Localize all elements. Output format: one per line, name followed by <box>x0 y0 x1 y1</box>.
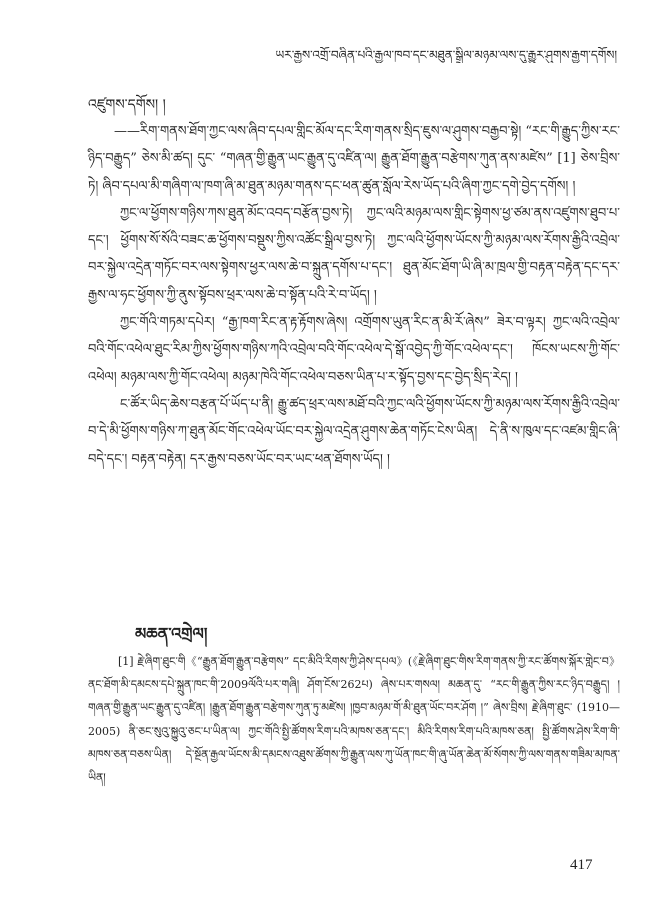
opening-line: འཛུགས་དགོས། ། <box>88 97 166 113</box>
footnote-marker: [1] <box>118 655 134 668</box>
body-paragraph: ཀྱང་གོའི་གཏམ་དཔེར། “རྒྱ་ཁག་རིང་ན་རྟ་རྟོགས་ཞེས། འགྲོགས་ཡུན་རིང་ན་མི་རོ་ཞེས” ཟེར་བ་ལྟར། ཀྱང་ལའི་འབྲེལ་བའི་གོང་འཕེལ་ཐུང་རིམ་ཀྱིས་ཕྱོགས་གཉིས་ཀའི་འབྲེལ་བའི་གོང་འཕེལ་དེ་སྒོ་འབྱེད་ཀྱི་གོང་འཕེལ་དང་། ཁོངས་ཡངས་ཀྱི་གོང་འཕེལ། མཉམ་ལས་ཀྱི་གོང་འཕེལ། མཉམ་ཁེའི་གོང་འཕེལ་བཅས་ཡིན་པ་ར་སྟོད་བྱས་དང་བྱེད་སྲིད་རེད། ། <box>88 315 620 385</box>
footnote-text: རྗེ་ཞིག་ཐུང་གི《“རྒྱུན་ཐོག་རྒྱུན་བརྩེགས” དང་མིའི་རིགས་ཀྱི་ཤེས་དཔལ》(《རྗེ་ཞིག་ཐུང་གིས་རིག་གནས་ཀྱི་རང་ཚོགས་སྐོར་གླེང་བ》ནང་ཐོག་མི་དམངས་དཔེ་སྐྲུན་ཁང་གི་2009ལོའི་པར་གཞི། ཤོག་ངོས་262པ) ཞེས་པར་གསལ། མཆན་དུ་ “རང་གི་རྒྱུན་ཀྱིས་རང་ཉིད་བརྒྱུད། །གཞན་གྱི་རྒྱུན་ཡང་རྒྱུན་དུ་འཛིན། །རྒྱུན་ཐོག་རྒྱུན་བརྩེགས་ཀུན་ཏུ་མཛེས། །ཁྱབ་མཉམ་གོ་མི་ཐུན་ཡོང་བར་ཤོག །” ཞེས་བྲིས། རྗེ་ཞིག་ཐུང་ (1910—2005) ནི་ཅང་སུའུ་སྐྱུའུ་ཅང་པ་ཡིན་ལ། ཀྱང་གོའི་སྤྱི་ཚོགས་རིག་པའི་མཁས་ཅན་དང་། མིའི་རིགས་རིག་པའི་མཁས་ཅན། སྤྱི་ཚོགས་ཤེས་རིག་གི་མཁས་ཅན་བཅས་ཡིན། དེ་སྔོན་རྒྱལ་ཡོངས་མི་དམངས་འཐུས་ཚོགས་ཀྱི་རྒྱུན་ལས་ཀུ་ཡོན་ཁང་གི་ཞུ་ཡོན་ཆེན་མོ་སོགས་ཀྱི་ལས་གནས་གཟིམ་མཁན་ཡིན། <box>88 655 620 785</box>
page-number: 417 <box>570 857 593 873</box>
running-header: ཡར་རྒྱས་འགྲོ་བཞིན་པའི་རྒྱལ་ཁབ་དང་མཐུན་སྒྲིལ་མཉམ་ལས་དུ་རྒྱུར་ཤུགས་རྒྱག་དགོས། <box>275 48 617 62</box>
body-paragraph: ང་ཚོར་ཡིད་ཆེས་བརྩན་པོ་ཡོད་པ་ནི། རྒྱུ་ཚད་ཕྲར་ལས་མཐོ་བའི་ཀྱང་ལའི་ཕྱོགས་ཡོངས་ཀྱི་མཉམ་ལས་རོགས་རྒྱིའི་འབྲེལ་བ་དེ་མི་ཕྱོགས་གཉིས་ཀ་ཐུན་མོང་གོང་འཕེལ་ཡོང་བར་སྐྱེལ་འདྲེན་ཤུགས་ཆེན་གཏོང་ངེས་ཡིན། དེ་ནི་ས་ཁུལ་དང་འཛམ་གླིང་ཞི་བདེ་དང་། བརྟན་བརྟེན། དར་རྒྱས་བཅས་ཡོང་བར་ཡང་ཕན་ཐོགས་ཡོད། ། <box>88 396 620 467</box>
footnotes <box>88 650 620 789</box>
paragraph-text: ——རིག་གནས་ཐོག་ཀྱང་ལས་ཞིབ་དཔལ་གླིང་མོལ་དང་རིག་གནས་སྲིད་ཇུས་ལ་ཤུགས་བརྒྱབ་སྟེ། “རང་གི་རྒྱུད་ཀྱིས་རང་ཉིད་བརྒྱུད” ཅེས་མི་ཚད། དུང་ “གཞན་གྱི་རྒྱུན་ཡང་རྒྱུན་དུ་འཛིན་ལ། རྒྱུན་ཐོག་རྒྱུན་བརྩེགས་ཀུན་ནས་མཛེས” [1] ཅེས་བྲིས་ཏེ། ཞིབ་དཔལ་མི་གཞིག་ལ་ཁག་ཞི་མ་ཐུན་མཉམ་གནས་དང་ཕན་ཚུན་སློལ་རེས་ཡོད་པའི་ཞིག་ཀྱང་དགེ་བྱེད་དགོས། ། <box>88 124 620 194</box>
body-paragraph: ཀྱང་ལ་ཕྱོགས་གཉིས་ཀས་ཐུན་མོང་འབད་བརྩོན་བྱས་ཏེ། ཀྱང་ལའི་མཉམ་ལས་གླིང་སྟེགས་ཕྱ་ཙམ་ནས་འཛུགས་ཐུབ་པ་དང་། ཕྱོགས་སོ་སོའི་བཟང་ཆ་ཕྱོགས་བསྡུས་ཀྱིས་འཚོང་སྒྲིལ་བྱས་ཏེ། ཀྱང་ལའི་ཕྱོགས་ཡོངས་ཀྱི་མཉམ་ལས་རོགས་རྒྱིའི་འབྲེལ་བར་སྐྱེལ་འདྲེན་གཏོང་བར་ལས་སྟེགས་ཕྱར་ལས་ཆེ་བ་སྐྲུན་དགོས་པ་དང་། ཐུན་མོང་ཐོག་ཡི་ཞི་མ་ཁྲལ་གྱི་བརྟན་བརྟེན་དང་དར་རྒྱས་ལ་ཧང་ཕྱོགས་ཀྱི་ནུས་སྟོབས་ཕྲར་ལས་ཆེ་བ་སྟོན་པའི་རེ་བ་ཡོད། ། <box>88 205 620 303</box>
body-paragraph <box>88 118 620 200</box>
main-body <box>88 92 620 473</box>
notes-section-title: མཆན་འགྲེལ། <box>135 624 208 643</box>
footnote <box>88 650 620 789</box>
